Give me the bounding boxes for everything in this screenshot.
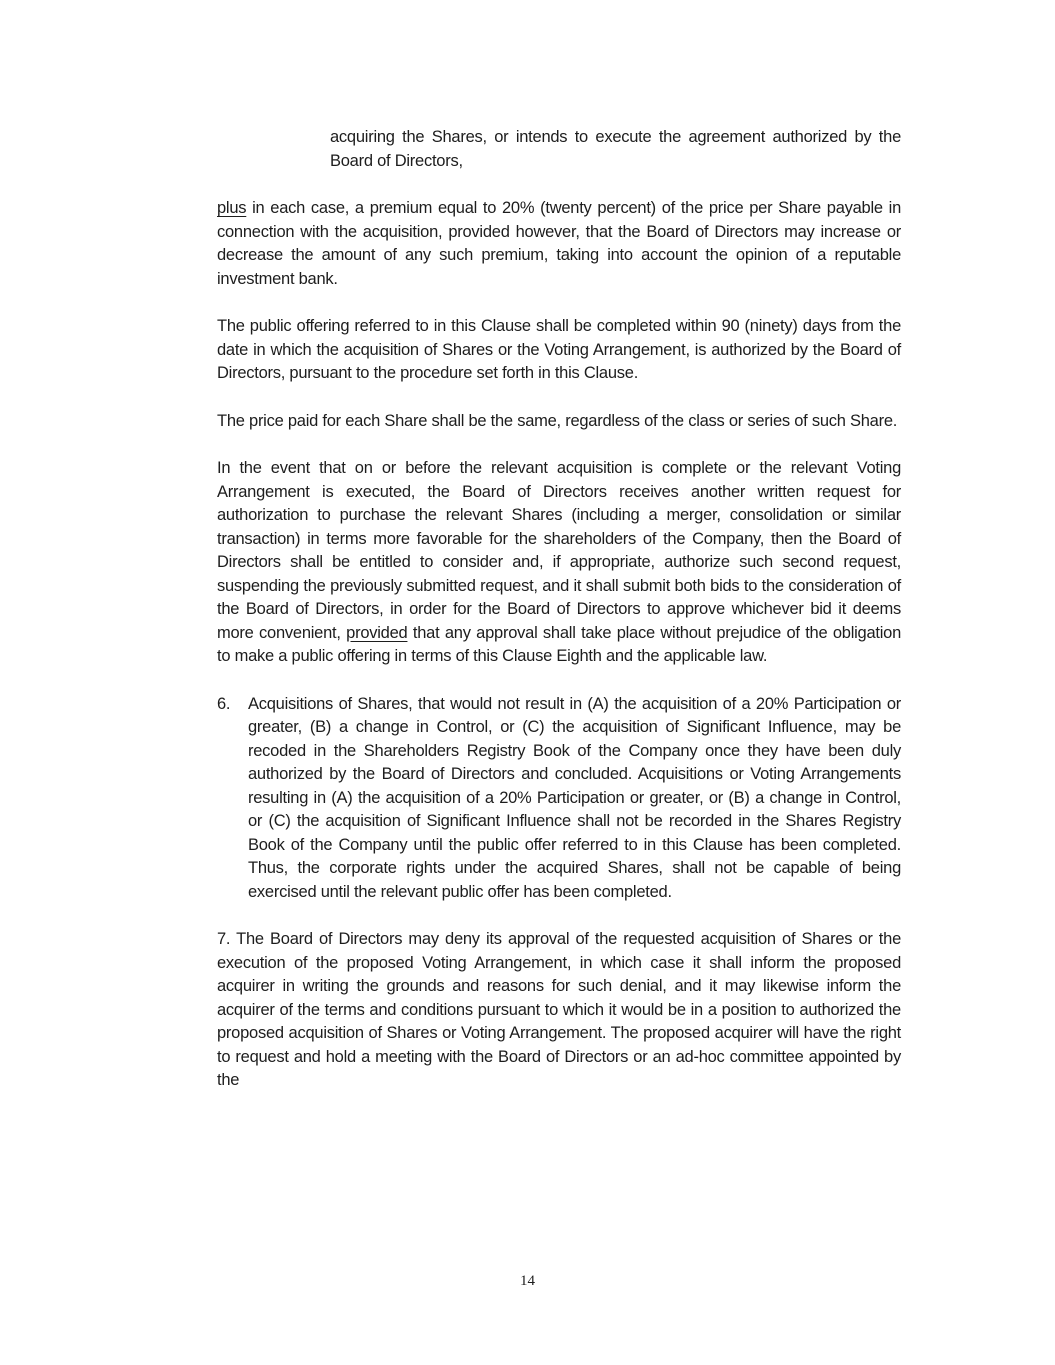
numbered-item-6 — [217, 693, 901, 905]
paragraph-7: 7. The Board of Directors may deny its approval of the requested acquisition of Shares or the execution of the proposed Voting Arrangement, in which case it shall inform the proposed acquirer in writing the grounds and reasons for such denial, and it may likewise inform the acquirer of the terms and conditions pursuant to which it would be in a position to authorized the proposed acquisition of Shares or Voting Arrangement. The proposed acquirer will have the right to request and hold a meeting with the Board of Directors or an ad-hoc committee appointed by the — [217, 930, 901, 1089]
paragraph-public-offering: The public offering referred to in this Clause shall be completed within 90 (ninety) days from the date in which the acquisition of Shares or the Voting Arrangement, is authorized by the Board of Directors, pursuant to the procedure set forth in this Clause. — [217, 317, 901, 382]
paragraph-competing-request-after: that any approval shall take place without prejudice of the obligation to make a public offering in terms of this Clause Eighth and the applicable law. — [217, 623, 902, 665]
item-6-text: Acquisitions of Shares, that would not result in (A) the acquisition of a 20% Participation or greater, (B) a change in Control, or (C) the acquisition of Significant Influence, may be recoded in the Shareholders Registry Book of the Company once they have been duly authorized by the Board of Directors and concluded. Acquisitions or Voting Arrangements resulting in (A) the acquisition of a 20% Participation or greater, or (B) a change in Control, or (C) the acquisition of Significant Influence shall not be recorded in the Shares Registry Book of the Company until the public offer referred to in this Clause has been completed. Thus, the corporate rights under the acquired Shares, shall not be capable of being exercised until the relevant public offer has been completed. — [248, 694, 901, 901]
paragraph-premium-text: in each case, a premium equal to 20% (twenty percent) of the price per Share payable in connection with the acquisition, provided however, that the Board of Directors may increase or decrease the amount of any such premium, taking into account the opinion of a reputable investment bank. — [217, 199, 901, 288]
paragraph-premium — [217, 197, 901, 291]
indented-clause-block: acquiring the Shares, or intends to execute the agreement authorized by the Board of Directors, — [330, 128, 901, 170]
underlined-word-plus: plus — [217, 199, 247, 217]
page-number: 14 — [520, 1273, 535, 1289]
item-6-number: 6. — [217, 694, 231, 713]
paragraph-competing-request-before: In the event that on or before the relevant acquisition is complete or the relevant Voting Arrangement is executed, the Board of Directors receives another written request for authorization to purchase the relevant Shares (including a merger, consolidation or similar transaction) in terms more favorable for the shareholders of the Company, then the Board of Directors shall be entitled to consider and, if appropriate, authorize such second request, suspending the previously submitted request, and it shall submit both bids to the consideration of the Board of Directors, in order for the Board of Directors to approve whichever bid it deems more convenient, — [217, 459, 901, 642]
document-content — [217, 126, 901, 1117]
underlined-word-provided: provided — [346, 623, 408, 642]
paragraph-price: The price paid for each Share shall be the same, regardless of the class or series of such Share. — [217, 411, 898, 430]
paragraph-competing-request — [217, 457, 901, 669]
